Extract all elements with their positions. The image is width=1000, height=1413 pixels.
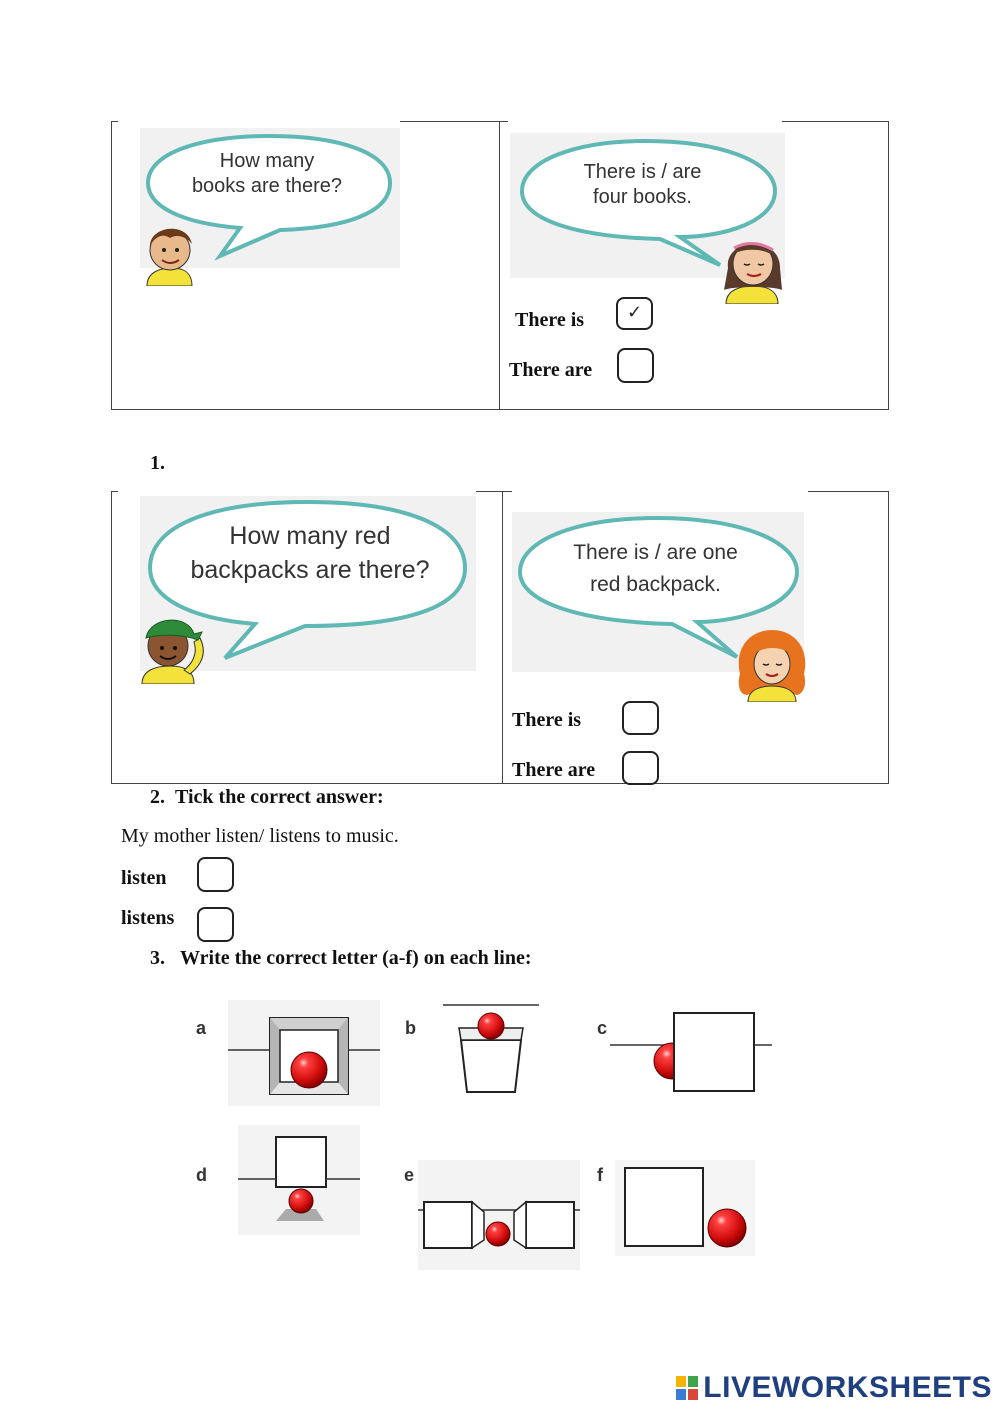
q1-there-is-checkbox[interactable] [622, 701, 659, 735]
q2-option-listen-label: listen [121, 867, 167, 889]
q1-option-there-are-label: There are [512, 759, 596, 781]
prep-letter-c: c [597, 1018, 608, 1038]
example-there-is-checkbox[interactable] [616, 297, 653, 330]
picture-e-ball-between-boxes [418, 1160, 580, 1270]
q2-listens-checkbox[interactable] [197, 907, 234, 942]
liveworksheets-icon [675, 1375, 699, 1401]
prep-letter-a: a [196, 1018, 207, 1038]
q2-sentence: My mother listen/ listens to music. [121, 825, 399, 847]
example-option-there-is-label: There is [515, 309, 585, 331]
prep-letter-f: f [597, 1165, 603, 1185]
picture-d-ball-under-box [238, 1125, 360, 1235]
q2-number: 2. [150, 786, 165, 808]
picture-a-ball-in-box [228, 1000, 380, 1106]
q1-answer-text: There is / are one red backpack. [573, 541, 738, 596]
boy-character [142, 216, 202, 286]
q1-option-there-is-label: There is [512, 709, 582, 731]
q1-question-text: How many red backpacks are there? [190, 522, 430, 584]
q2-listen-checkbox[interactable] [197, 857, 234, 892]
q2-option-listens-label: listens [121, 907, 175, 929]
picture-b-ball-on-box [443, 1000, 539, 1106]
red-haired-girl-character [736, 628, 808, 702]
prep-letter-d: d [196, 1165, 207, 1185]
example-option-there-are-label: There are [509, 359, 593, 381]
q1-number: 1. [150, 452, 165, 474]
checkmark-icon: ✓ [626, 302, 643, 323]
example-question-text: How many books are there? [191, 150, 343, 197]
boy-with-cap-character [138, 608, 218, 684]
q3-heading [150, 947, 532, 970]
picture-f-ball-next-to-box [615, 1160, 755, 1256]
q1-there-are-checkbox[interactable] [622, 751, 659, 785]
prep-letter-e: e [404, 1165, 415, 1185]
girl-character [718, 228, 788, 304]
q2-instruction: Tick the correct answer: [175, 786, 384, 808]
picture-c-ball-behind-box [610, 1005, 772, 1105]
q2-heading [150, 786, 384, 809]
liveworksheets-text: LIVEWORKSHEETS [703, 1371, 992, 1404]
example-divider [499, 121, 500, 410]
liveworksheets-logo [675, 1371, 992, 1405]
example-there-are-checkbox[interactable] [617, 348, 654, 383]
q1-divider [502, 491, 503, 784]
q3-number: 3. [150, 947, 165, 969]
q3-instruction: Write the correct letter (a-f) on each line: [180, 947, 532, 969]
example-answer-text: There is / are four books. [583, 161, 702, 208]
prep-letter-b: b [405, 1018, 416, 1038]
